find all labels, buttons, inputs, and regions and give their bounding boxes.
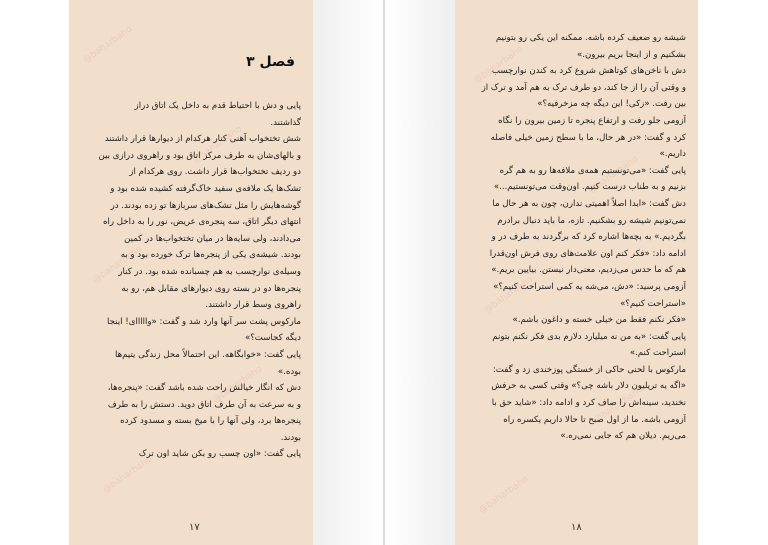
watermark: @baharbaho <box>91 244 145 286</box>
text-line: دش که انگار خیالش راحت شده باشد گفت: «پنجره‌ها، <box>107 383 301 394</box>
text-line: مارکوس با لحنی حاکی از خستگی پوزخندی زد و گفت: <box>492 364 686 375</box>
watermark: @baharbaho <box>482 274 536 316</box>
left-gutter-shadow <box>312 0 384 545</box>
watermark: @baharbaho <box>477 474 531 516</box>
text-line: دش با ناخن‌های کوتاهش شروع کرد به کندن نوارچسب <box>491 66 686 77</box>
text-line: پایی گفت: «به من نه میلیارد دلارم بدی فکر نکنم بتونم <box>492 331 686 342</box>
text-line: هم که ما حدس می‌زدیم، معنی‌دار نیستن. بیایین بریم.» <box>491 265 686 276</box>
text-line: دش گفت: «ابدا اصلاً اهمیتی ندارن، چون به هر حال ما <box>492 198 686 209</box>
text-line: کرد و گفت: «در هر حال، ما با سطح زمین خیلی فاصله <box>490 132 686 143</box>
text-line: پایی گفت: «می‌تونستیم همه‌ی ملافه‌ها رو به هم گره <box>499 165 686 176</box>
text-line: و وقتی آن را از جا کند، دو طرف ترک به هم آمد و ترک از <box>481 82 686 93</box>
text-line: بوده.» <box>277 366 301 377</box>
watermark: @baharbaho <box>81 24 135 66</box>
text-line: شیشه رو ضعیف کرده باشه. ممکنه این یکی رو بتونیم <box>495 33 686 43</box>
watermark: @baharbaho <box>211 364 265 406</box>
text-line: ادامه داد: «فکر کنم اون علامت‌های روی فرش اون‌قدرا <box>489 248 686 259</box>
right-page <box>455 0 698 545</box>
text-line: انتهای دیگر اتاق، سه پنجره‌ی عریض، نور را به داخل راه <box>102 217 301 228</box>
text-line: وسیله‌ی نوارچسب به هم چسبانده شده بود. در کنار <box>118 266 301 277</box>
text-line: پایی گفت: «خوابگاهه. این احتمالاً محل زندگی یتیم‌ها <box>115 349 301 360</box>
watermark: @baharbaho <box>592 384 646 426</box>
text-line: گذاشتند. <box>270 117 301 128</box>
text-line: بزنیم و به طناب درست کنیم. اون‌وقت می‌تونستیم...» <box>493 182 686 193</box>
text-line: نخندید، سینه‌اش را صاف کرد و ادامه داد: «شاید حق با <box>491 398 686 409</box>
text-line: بودند. <box>280 432 301 443</box>
text-line: بین رفت. «زکی! این دیگه چه مزخرفیه؟» <box>537 99 686 110</box>
text-line: پایی و دش با احتیاط قدم به داخل یک اتاق دراز <box>134 101 301 111</box>
text-line: گوشه‌هایش را مثل تشک‌های سربازها تو زده بودند. در <box>110 200 301 211</box>
text-line: می‌دادند، ولی سایه‌ها در میان تختخواب‌ها در کمین <box>124 233 301 244</box>
text-line: شش تختخواب آهنی کنار هرکدام از دیوارها قرار داشتند <box>104 134 301 145</box>
text-line: مارکوس پشت سر آنها وارد شد و گفت: «وااااای! اینجا <box>107 316 301 327</box>
text-line: بگردیم.» به بچه‌ها اشاره کرد که برگردند به طرف در و <box>491 232 686 243</box>
text-line: «استراحت کنیم؟» <box>620 298 686 309</box>
spread-divider <box>383 0 385 545</box>
text-line: داریم.» <box>659 149 686 160</box>
text-line: پایی گفت: «اون چسب رو بکن شاید اون ترک <box>138 449 301 460</box>
text-line: استراحت کنم.» <box>629 348 686 359</box>
watermark: @baharbaho <box>191 124 245 166</box>
text-line: آزومی باشه. ما از اول صبح تا حالا داریم یکسره راه <box>503 414 686 425</box>
watermark: @baharbaho <box>472 44 526 86</box>
text-line: پنجره‌ها برد، ولی آنها را با میخ بسته و مسدود کرده <box>120 416 301 427</box>
text-line: پنجره‌ها دو در بسته روی دیوارهای مقابل هم، رو به <box>121 283 301 294</box>
text-line: نمی‌تونیم شیشه رو بشکنیم. تازه، ما باید دنبال برادرم <box>497 215 686 226</box>
left-page-text <box>81 98 301 463</box>
right-page-text <box>467 30 686 445</box>
watermark: @baharbaho <box>587 154 641 196</box>
text-line: دیگه کجاست؟» <box>244 333 301 344</box>
text-line: آزومی جلو رفت و ارتفاع پنجره تا زمین بیرون را نگاه <box>498 115 686 126</box>
text-line: تشک‌ها یک ملافه‌ی سفید خاک‌گرفته کشیده شده بود و <box>110 183 301 194</box>
text-line: «اگه یه تریلیون دلار باشه چی؟» وقتی کسی به حرفش <box>491 381 686 392</box>
text-line: و بالهای‌شان به طرف مرکز اتاق بود و راهروی درازی بین <box>98 150 301 161</box>
text-line: «فکر نکنم فقط من خیلی خسته و داغون باشم.» <box>512 315 686 326</box>
text-line: بشکنیم و از اینجا بریم بیرون.» <box>576 49 686 60</box>
text-line: دو ردیف تختخواب‌ها قرار داشت. روی هرکدام از <box>129 167 301 178</box>
text-line: آزومی پرسید: «دش، می‌شه یه کمی استراحت کنیم؟» <box>493 281 686 292</box>
watermark: @baharbaho <box>101 454 155 496</box>
page-number: ۱۸ <box>571 522 582 533</box>
left-page <box>69 0 313 545</box>
text-line: و به سرعت به آن طرف اتاق دوید. دستش را به طرف <box>107 399 301 410</box>
page-number: ۱۷ <box>189 522 200 533</box>
text-line: راهروی وسط قرار داشتند. <box>205 300 301 311</box>
right-gutter-shadow <box>385 0 455 545</box>
text-line: می‌ریم. دیلان هم که جایی نمی‌ره.» <box>560 431 686 442</box>
text-line: بودند. شیشه‌ی یکی از پنجره‌ها ترک خورده بود و به <box>120 250 301 261</box>
chapter-title: فصل ۳ <box>246 54 295 70</box>
